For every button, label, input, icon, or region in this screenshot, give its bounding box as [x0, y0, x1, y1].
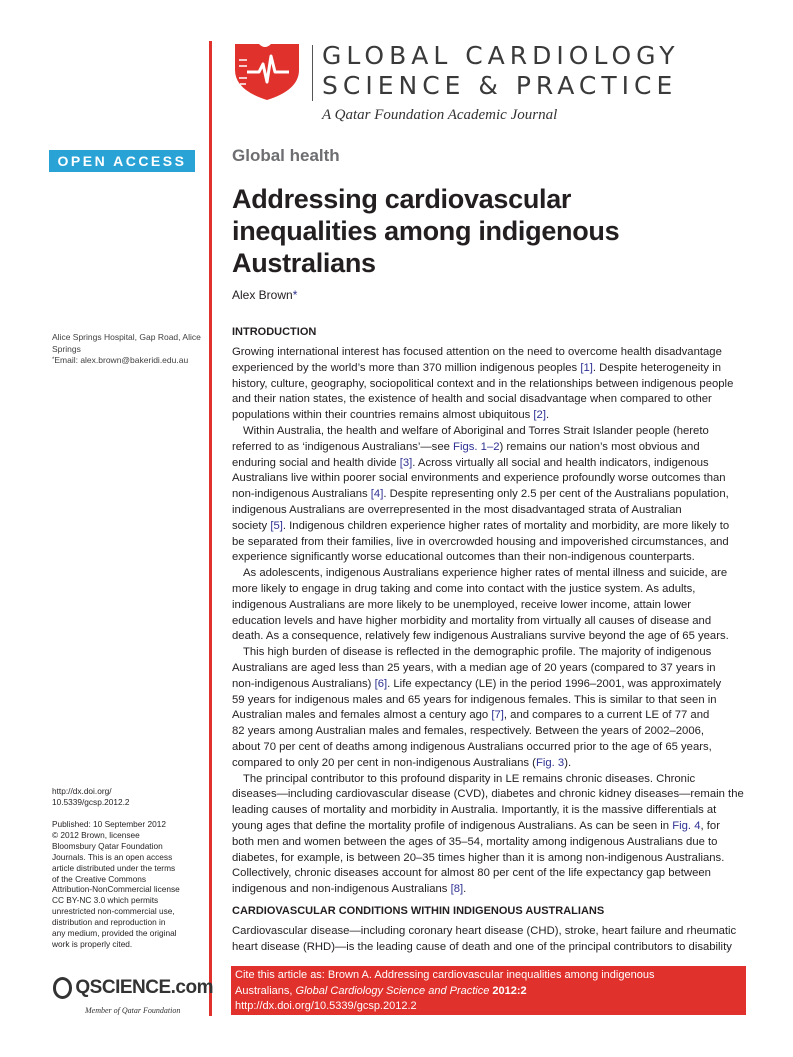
body-text: The principal contributor to this profound disparity in LE remains chronic diseases. Chronic [243, 772, 696, 785]
body-text: 59 years for indigenous males and 65 years for indigenous females. This is similar to that seen in [232, 693, 717, 706]
body-line [232, 819, 752, 835]
body-line [232, 361, 752, 377]
citation-line: Cite this article as: Brown A. Addressing cardiovascular inequalities among indigenous [235, 969, 655, 981]
reference-link[interactable]: [7] [491, 709, 504, 722]
body-text: and their nation states, the existence of health and social disadvantage when compared to other [232, 393, 712, 406]
body-line [232, 803, 752, 819]
section-heading [232, 325, 752, 345]
body-text: As adolescents, indigenous Australians experience higher rates of mental illness and suicide, are [243, 567, 728, 580]
body-text: ) remains our nation’s most obvious and [499, 440, 700, 453]
body-line [232, 882, 752, 898]
body-text: education levels and have higher morbidity and mortality from virtually all causes of disease and [232, 614, 712, 627]
body-text: Australian males and females almost a century ago [232, 709, 492, 722]
qscience-tagline: Member of Qatar Foundation [85, 1006, 181, 1015]
body-text: compared to only 20 per cent in non-indigenous Australians ( [232, 756, 536, 769]
body-text: non-indigenous Australians) [232, 677, 375, 690]
license-line: unrestricted non-commercial use, [52, 906, 175, 917]
author-name[interactable]: Alex Brown [232, 288, 293, 302]
body-text: experienced by the world’s more than 370 million indigenous peoples [232, 361, 581, 374]
citation-journal: Global Cardiology Science and Practice [295, 984, 490, 997]
body-text: diseases—including cardiovascular disease (CVD), diabetes and chronic kidney diseases—remain the [232, 788, 744, 801]
body-line [232, 566, 752, 582]
affiliation-line: Springs [52, 343, 81, 354]
body-line [232, 471, 752, 487]
journal-title-line2: SCIENCE & PRACTICE [322, 71, 678, 100]
reference-link[interactable]: [2] [533, 409, 546, 422]
body-line [232, 924, 752, 940]
license-line: CC BY-NC 3.0 which permits [52, 895, 159, 906]
body-text: diabetes, for example, is between 20–35 times higher than it is among non-indigenous Australians. [232, 851, 725, 864]
body-line [232, 629, 752, 645]
body-text: , for [700, 819, 720, 832]
body-line [232, 408, 752, 424]
body-line [232, 724, 752, 740]
section-heading [232, 904, 752, 924]
qscience-q-icon [53, 977, 72, 999]
license-line: distribution and reproduction in [52, 917, 166, 928]
doi-block [52, 786, 202, 808]
body-text: INTRODUCTION [232, 326, 317, 338]
license-line: any medium, provided the original [52, 928, 177, 939]
qscience-logo-text: QSCIENCE.com [75, 977, 213, 998]
license-line: work is properly cited. [52, 938, 133, 949]
body-text: Cardiovascular disease—including coronary heart disease (CHD), stroke, heart failure and rheumatic [232, 924, 737, 937]
body-text: Australians are aged less than 25 years, with a median age of 20 years (compared to 37 years in [232, 661, 716, 674]
reference-link[interactable]: [3] [399, 456, 413, 469]
body-line [232, 772, 752, 788]
body-text: Collectively, chronic diseases account for almost 80 per cent of the life expectancy gap between [232, 867, 711, 880]
license-line: © 2012 Brown, licensee [52, 829, 140, 840]
logo-separator [312, 45, 313, 101]
body-text: indigenous Australians are more likely to be unemployed, receive lower income, attain lower [232, 598, 692, 611]
body-text: Growing international interest has focused attention on the need to overcome health disadvantage [232, 346, 722, 358]
body-text: be separated from their families, live in overcrowded housing and impoverished circumstances, and [232, 535, 729, 548]
body-line [232, 550, 752, 566]
body-line [232, 440, 752, 456]
body-text: Within Australia, the health and welfare of Aboriginal and Torres Strait Islander people (hereto [243, 424, 709, 437]
title-line: Addressing cardiovascular [232, 184, 572, 214]
body-text: indigenous and non-indigenous Australians [232, 883, 451, 896]
qscience-logo[interactable] [49, 974, 213, 1024]
citation-box [231, 966, 746, 1015]
doi-line[interactable]: http://dx.doi.org/ [52, 786, 112, 796]
author-line [232, 288, 297, 302]
reference-link[interactable]: [6] [374, 677, 388, 690]
body-line [232, 866, 752, 882]
body-text: ). [564, 756, 572, 769]
reference-link[interactable]: [5] [270, 519, 283, 532]
heart-ecg-logo-icon [231, 42, 303, 102]
reference-link[interactable]: Fig. 4 [672, 819, 701, 832]
body-line [232, 535, 752, 551]
body-text: . Despite representing only 2.5 per cent of the Australians population, [383, 488, 729, 501]
citation-doi-link[interactable]: http://dx.doi.org/10.5339/gcsp.2012.2 [235, 1000, 417, 1012]
body-line [232, 708, 752, 724]
license-line: Bloomsbury Qatar Foundation [52, 840, 163, 851]
body-text: leading causes of mortality and morbidity in Australia. Importantly, it is the massive differentials at [232, 804, 717, 817]
article-body [232, 325, 752, 955]
body-line [232, 661, 752, 677]
body-text: . [463, 883, 467, 896]
body-line [232, 677, 752, 693]
body-line [232, 598, 752, 614]
reference-link[interactable]: Fig. 3 [535, 756, 565, 769]
body-text: non-indigenous Australians [232, 488, 371, 501]
doi-line[interactable]: 10.5339/gcsp.2012.2 [52, 796, 130, 807]
title-line: Australians [232, 248, 376, 278]
body-text: This high burden of disease is reflected in the demographic profile. The majority of indigenous [243, 646, 712, 659]
body-line [232, 345, 752, 361]
reference-link[interactable]: [1] [580, 361, 593, 374]
body-text: . Across virtually all social and health indicators, indigenous [412, 456, 709, 469]
affiliation-line: Alice Springs Hospital, Gap Road, Alice [52, 332, 201, 342]
body-text: more likely to engage in drug taking and come into contact with the justice system. As adults, [232, 582, 696, 595]
body-text: populations within their countries remains almost ubiquitous [232, 409, 534, 422]
body-line [232, 614, 752, 630]
body-text: death. As a consequence, relatively few indigenous Australians survive beyond the age of 65 years. [232, 630, 729, 643]
body-text: Australians live within poorer social environments and experience profoundly worse outcomes than [232, 472, 726, 485]
journal-title-line1: GLOBAL CARDIOLOGY [322, 41, 680, 70]
body-line [232, 851, 752, 867]
body-line [232, 487, 752, 503]
body-text: both men and women between the ages of 35–54, mortality among indigenous Australians due to [232, 835, 718, 848]
body-text: experience significantly worse educational outcomes than their non-indigenous counterparts. [232, 551, 695, 564]
body-line [232, 693, 752, 709]
license-line: Published: 10 September 2012 [52, 819, 166, 829]
citation-line [235, 984, 742, 1000]
email-mark: * [52, 357, 55, 363]
citation-volume: 2012:2 [489, 984, 527, 997]
body-line [232, 645, 752, 661]
open-access-badge: OPEN ACCESS [49, 150, 195, 172]
body-text: . [545, 409, 550, 422]
body-line [232, 756, 752, 772]
citation-prefix: Australians, [235, 984, 296, 997]
body-line [232, 835, 752, 851]
email-text[interactable]: Email: alex.brown@bakeridi.edu.au [54, 355, 189, 365]
qscience-logo-main [53, 977, 213, 999]
title-line: inequalities among indigenous [232, 216, 620, 246]
section-label: Global health [232, 146, 340, 165]
body-line [232, 740, 752, 756]
body-text: 82 years among Australian males and females, respectively. Between the years of 2002–2006, [232, 725, 705, 738]
body-line [232, 787, 752, 803]
body-text: enduring social and health divide [232, 456, 400, 469]
red-vertical-rule [209, 41, 212, 1016]
body-text: indigenous Australians are overrepresented in the most disadvantaged strata of Australian [232, 503, 682, 516]
body-line [232, 503, 752, 519]
journal-subtitle: A Qatar Foundation Academic Journal [322, 107, 558, 123]
body-text: . Life expectancy (LE) in the period 1996–2001, was approximately [387, 677, 722, 690]
body-line [232, 519, 752, 535]
body-text: referred to as ‘indigenous Australians’—see [232, 440, 454, 453]
body-line [232, 582, 752, 598]
body-text: about 70 per cent of deaths among indigenous Australians occurred prior to the age of 65 years, [232, 740, 712, 753]
reference-link[interactable]: Figs. 1–2 [453, 440, 500, 453]
email-line [52, 355, 202, 367]
body-text: CARDIOVASCULAR CONDITIONS WITHIN INDIGENOUS AUSTRALIANS [232, 904, 605, 917]
body-text: , and compares to a current LE of 77 and [503, 709, 710, 722]
license-block [52, 819, 202, 950]
body-text: heart disease (RHD)—is the leading cause of death and one of the principal contributors to disability [232, 940, 732, 953]
body-text: . Despite heterogeneity in [592, 361, 722, 374]
license-line: of the Creative Commons [52, 873, 147, 884]
article-title [232, 183, 732, 279]
body-text: . Indigenous children experience higher rates of mortality and morbidity, are more likely to [282, 519, 730, 532]
body-line [232, 392, 752, 408]
body-line [232, 940, 752, 956]
body-line [232, 377, 752, 393]
license-line: Journals. This is an open access [52, 851, 173, 862]
license-line: article distributed under the terms [52, 862, 176, 873]
body-text: young ages that define the mortality profile of indigenous Australians. As can be seen in [232, 819, 673, 832]
body-text: society [232, 519, 271, 532]
body-text: history, culture, geography, sociopolitical context and in the relationships between indigenous people [232, 377, 734, 390]
license-line: Attribution-NonCommercial license [52, 884, 180, 895]
reference-link[interactable]: [4] [370, 488, 384, 501]
body-line [232, 424, 752, 440]
author-mark: * [292, 288, 298, 302]
affiliation [52, 332, 202, 367]
reference-link[interactable]: [8] [450, 883, 464, 896]
body-line [232, 456, 752, 472]
